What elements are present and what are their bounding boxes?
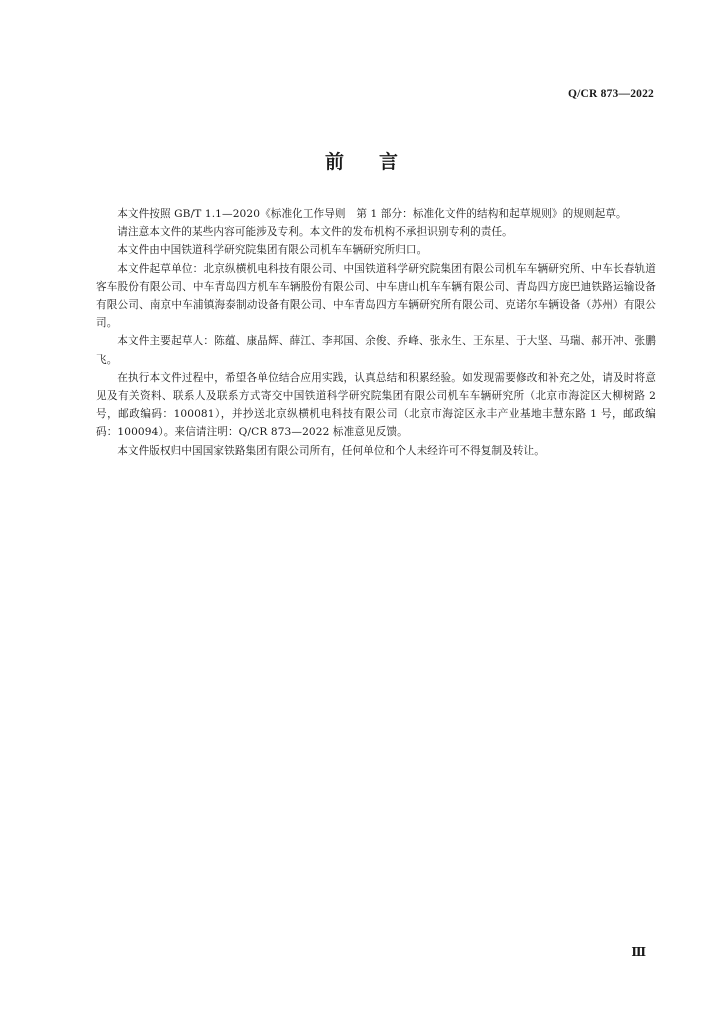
paragraph-main-drafters: 本文件主要起草人：陈蕴、康晶辉、薛江、李邦国、余俊、乔峰、张永生、王东星、于大坚、马瑞、郝开冲、张鹏飞。 (96, 335, 656, 366)
paragraph-drafting-units: 本文件起草单位：北京纵横机电科技有限公司、中国铁道科学研究院集团有限公司机车车辆研究所、中车长春轨道客车股份有限公司、中车青岛四方机车车辆股份有限公司、中车唐山机车车辆有限公司、青岛四方庞巴迪铁路运输设备有限公司、南京中车浦镇海泰制动设备有限公司、中车青岛四方车辆研究所有限公司、克诺尔车辆设备（苏州）有限公司。 (96, 262, 656, 330)
standard-code: Q/CR 873—2022 (568, 88, 654, 100)
title-char-1: 前 (324, 151, 345, 173)
paragraph-responsible-org: 本文件由中国铁道科学研究院集团有限公司机车车辆研究所归口。 (117, 244, 428, 257)
paragraph-copyright: 本文件版权归中国国家铁路集团有限公司所有，任何单位和个人未经许可不得复制及转让。 (117, 444, 545, 457)
preface-body (96, 205, 656, 460)
page-title (0, 147, 724, 174)
page-number: Ⅲ (631, 945, 646, 959)
paragraph-patent-notice: 请注意本文件的某些内容可能涉及专利。本文件的发布机构不承担识别专利的责任。 (117, 226, 513, 239)
paragraph-drafting-rules: 本文件按照 GB/T 1.1—2020《标准化工作导则 第 1 部分：标准化文件的结构和起草规则》的规则起草。 (117, 208, 627, 220)
paragraph-feedback: 在执行本文件过程中，希望各单位结合应用实践，认真总结和积累经验。如发现需要修改和补充之处，请及时将意见及有关资料、联系人及联系方式寄交中国铁道科学研究院集团有限公司机车车辆研究所（北京市海淀区大柳树路 2 号，邮政编码：100081），并抄送北京纵横机电科技有限公司（北京市海淀区永丰产业基地丰慧东路 1 号，邮政编码：100094）。来信请注明：Q/CR 873—2022 标准意见反馈。 (96, 371, 656, 439)
title-char-2: 言 (379, 151, 400, 173)
